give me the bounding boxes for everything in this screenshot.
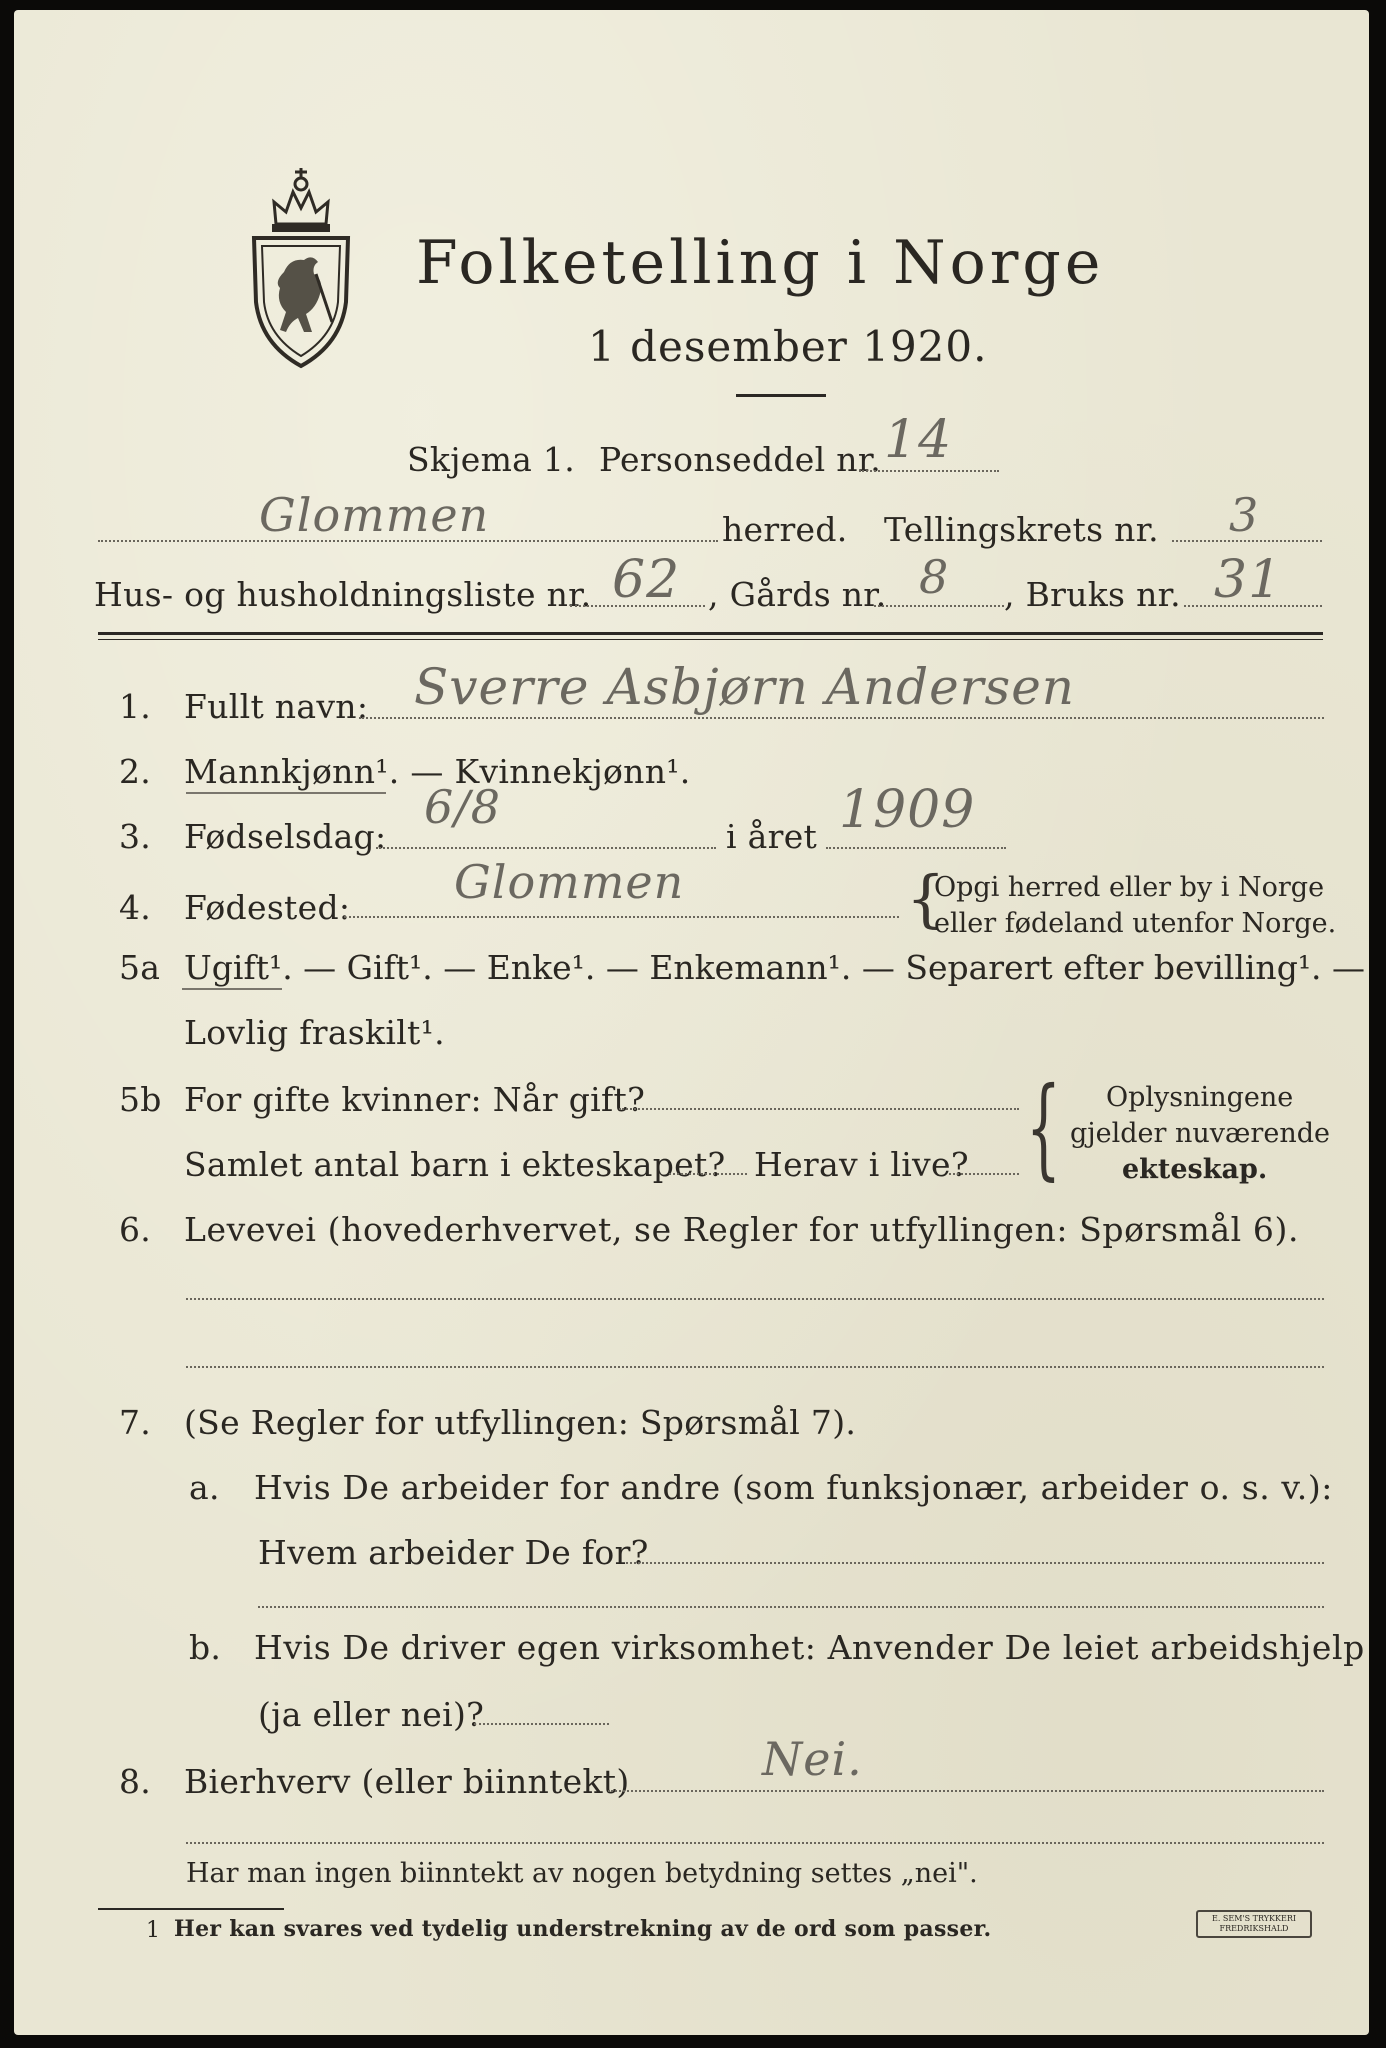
q7a-number: a. (189, 1468, 220, 1507)
form-date: 1 desember 1920. (588, 322, 988, 371)
q4-value: Glommen (454, 855, 685, 909)
hus-label: Hus- og husholdningsliste nr. (94, 575, 592, 614)
q5a-number: 5a (119, 948, 161, 987)
q2-label: Mannkjønn¹. — Kvinnekjønn¹. (184, 752, 691, 791)
q5b-line2a: Samlet antal barn i ekteskapet? (184, 1145, 726, 1184)
q3-line (376, 847, 716, 849)
q7a-line1: Hvis De arbeider for andre (som funksjonær, arbeider o. s. v.): (254, 1468, 1334, 1507)
q8-line (608, 1790, 1324, 1792)
gards-line (874, 605, 1004, 607)
gards-label: , Gårds nr. (708, 575, 887, 614)
q7a-line-2 (258, 1606, 1324, 1608)
census-form-sheet (14, 10, 1369, 2035)
q2-mannkjonn-underline (186, 792, 386, 794)
q4-note-line1: Opgi herred eller by i Norge (934, 872, 1325, 903)
q7a-employer-line (626, 1562, 1324, 1564)
q3-year-line (826, 847, 1006, 849)
q7b-line (474, 1723, 609, 1725)
q5b-line1: For gifte kvinner: Når gift? (184, 1080, 646, 1119)
q8-number: 8. (119, 1762, 152, 1801)
q6-line-1 (186, 1298, 1324, 1300)
q5b-alive-line (949, 1173, 1019, 1175)
bruks-value: 31 (1214, 550, 1283, 610)
q4-line (344, 916, 899, 918)
tellingskrets-label: Tellingskrets nr. (884, 510, 1159, 549)
form-title: Folketelling i Norge (416, 228, 1105, 298)
header-rule-1 (98, 632, 1323, 635)
q1-number: 1. (119, 687, 152, 726)
q6-number: 6. (119, 1210, 152, 1249)
q3-label: Fødselsdag: (184, 817, 387, 856)
printer-stamp-line2: FREDRIKSHALD (1219, 1924, 1289, 1933)
bruks-label: , Bruks nr. (1004, 575, 1181, 614)
q4-number: 4. (119, 888, 152, 927)
q3-value: 6/8 (424, 780, 502, 834)
herred-value: Glommen (259, 488, 490, 542)
q3-year-label: i året (726, 817, 818, 856)
q5b-children-line (669, 1173, 747, 1175)
header-rule-2 (98, 639, 1323, 640)
personseddel-label: Personseddel nr. (599, 440, 882, 479)
q7b-number: b. (189, 1628, 222, 1667)
personseddel-value: 14 (884, 410, 953, 470)
herred-line (98, 540, 718, 542)
q8-label: Bierhverv (eller biinntekt) (184, 1762, 630, 1801)
q7-label: (Se Regler for utfyllingen: Spørsmål 7). (184, 1403, 857, 1442)
q4-brace: { (906, 862, 946, 935)
q5b-line2b: Herav i live? (754, 1145, 969, 1184)
q7b-line2: (ja eller nei)? (258, 1695, 485, 1734)
q5b-number: 5b (119, 1080, 162, 1119)
q7a-line2: Hvem arbeider De for? (258, 1533, 649, 1572)
personseddel-line (859, 470, 999, 472)
title-rule (736, 394, 826, 397)
footer-note: Har man ingen biinntekt av nogen betydning settes „nei". (186, 1858, 978, 1889)
q2-number: 2. (119, 752, 152, 791)
q8-value: Nei. (762, 1732, 863, 1786)
q5b-note-line1: Oplysningene (1106, 1082, 1294, 1113)
q6-line-2 (186, 1366, 1324, 1368)
q5a-line2: Lovlig fraskilt¹. (184, 1013, 445, 1052)
q5b-married-line (619, 1108, 1019, 1110)
q3-year-value: 1909 (839, 780, 976, 840)
q4-label: Fødested: (184, 888, 351, 927)
q1-line (359, 717, 1324, 719)
footnote-text: Her kan svares ved tydelig understrekning av de ord som passer. (174, 1916, 992, 1942)
q6-label: Levevei (hovederhvervet, se Regler for utfyllingen: Spørsmål 6). (184, 1210, 1300, 1249)
q5a-ugift-underline (182, 988, 282, 990)
gards-value: 8 (919, 550, 950, 604)
q3-number: 3. (119, 817, 152, 856)
q5a-line1: Ugift¹. — Gift¹. — Enke¹. — Enkemann¹. — Separert efter bevilling¹. — (184, 948, 1366, 987)
footnote-number: 1 (146, 1918, 160, 1943)
printer-stamp (1196, 1910, 1312, 1938)
q4-note-line2: eller fødeland utenfor Norge. (934, 908, 1337, 939)
coat-of-arms-icon (246, 162, 356, 372)
q7-number: 7. (119, 1403, 152, 1442)
tellingskrets-value: 3 (1229, 488, 1260, 542)
skjema-label: Skjema 1. (407, 440, 576, 479)
q7b-line1: Hvis De driver egen virksomhet: Anvender De leiet arbeidshjelp (254, 1628, 1365, 1667)
q5b-brace: { (1026, 1063, 1061, 1191)
q1-label: Fullt navn: (184, 687, 369, 726)
footnote-rule (98, 1908, 284, 1910)
herred-label: herred. (722, 510, 848, 549)
q1-value: Sverre Asbjørn Andersen (414, 658, 1076, 716)
q5b-note-line2: gjelder nuværende (1070, 1118, 1330, 1149)
q5b-note-line3: ekteskap. (1122, 1154, 1268, 1185)
q8-line-2 (186, 1842, 1324, 1844)
hus-value: 62 (612, 550, 681, 610)
printer-stamp-line1: E. SEM'S TRYKKERI (1211, 1914, 1297, 1923)
